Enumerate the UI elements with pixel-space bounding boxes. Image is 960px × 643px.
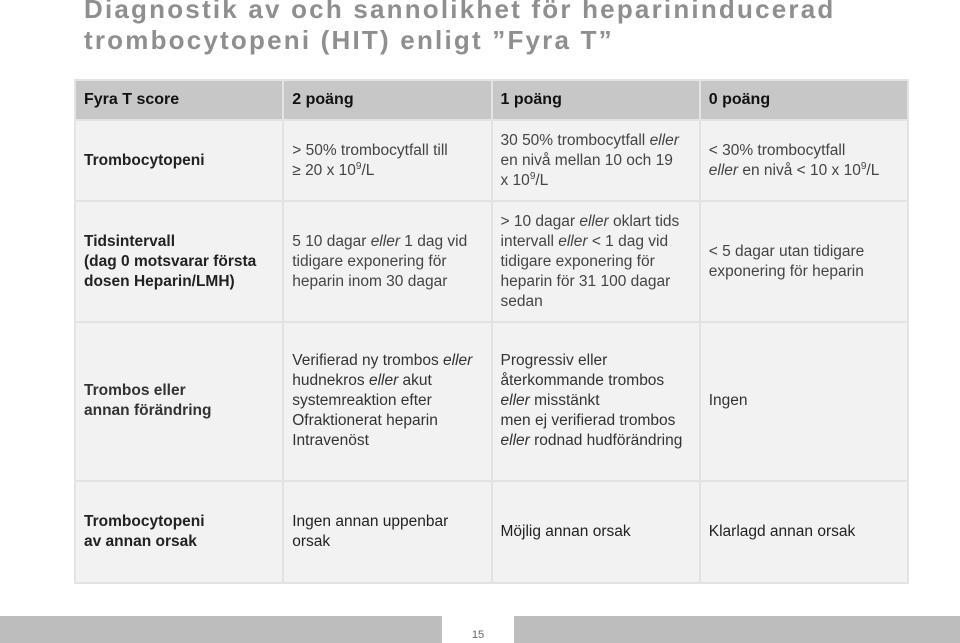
cell-0-poang: Ingen: [701, 323, 907, 480]
header-2-poang: 2 poäng: [284, 81, 490, 119]
cell-text: /L: [866, 161, 880, 179]
table-row: [76, 202, 907, 320]
cell-text-italic: eller: [500, 392, 530, 410]
cell-text: misstänkt: [529, 392, 600, 410]
row-label-trombocytopeni: Trombocytopeni: [76, 121, 282, 201]
cell-line: Ingen annan uppenbar: [292, 512, 449, 530]
cell-line: [292, 351, 482, 371]
cell-line: [501, 431, 691, 451]
cell-text: 10 dagar: [305, 232, 371, 250]
cell-text: x 10: [500, 171, 530, 189]
cell-text: en nivå < 10 x 10: [738, 161, 861, 179]
cell-line: [501, 232, 691, 252]
cell-line: tidigare exponering för: [292, 252, 447, 270]
cell-text: < 1 dag vid: [587, 232, 669, 250]
row-label-annan-orsak: [76, 482, 282, 582]
cell-text: > 10 dagar: [500, 212, 580, 230]
cell-line: < 30% trombocytfall: [708, 141, 846, 159]
header-1-poang: 1 poäng: [493, 81, 699, 119]
footer-bar: [0, 616, 960, 643]
cell-line: tidigare exponering för: [500, 252, 655, 270]
cell-line: men ej verifierad trombos: [500, 412, 676, 430]
cell-line: av annan orsak: [84, 532, 197, 550]
cell-text-italic: eller: [579, 212, 609, 230]
cell-2-poang: [284, 202, 490, 320]
cell-text: 100 dagar: [600, 272, 671, 290]
cell-line: Tidsintervall: [84, 232, 176, 250]
table-row: [76, 121, 907, 201]
page-title: Diagnostik av och sannolikhet för heparininducerad trombocytopeni (HIT) enligt ”Fyra T”: [84, 0, 836, 55]
page-number-tab: [442, 616, 514, 643]
cell-text-italic: eller: [368, 372, 399, 390]
cell-text: akut: [398, 372, 432, 390]
cell-text: 50% trombocytfall: [522, 131, 650, 149]
table-row: [76, 482, 907, 582]
cell-text-italic: eller: [708, 161, 739, 179]
cell-text: rodnad hudförändring: [529, 432, 683, 450]
cell-text: 1 dag vid: [399, 232, 468, 250]
cell-line: Progressiv eller: [500, 352, 608, 370]
cell-line: Ofraktionerat heparin: [292, 412, 438, 430]
cell-line: [501, 131, 691, 151]
cell-line: [709, 161, 899, 181]
row-label-trombos: [76, 323, 282, 480]
cell-line: Trombos eller: [84, 382, 186, 400]
cell-line: orsak: [292, 532, 331, 550]
cell-line: [501, 391, 691, 411]
cell-line: [292, 232, 482, 252]
superscript: 9: [529, 170, 536, 182]
table-header-row: [76, 81, 907, 119]
table-row: [76, 323, 907, 480]
header-fyra-t-score: Fyra T score: [76, 81, 282, 119]
row-label-tidsintervall: [76, 202, 282, 320]
cell-line: heparin inom 30 dagar: [292, 272, 448, 290]
cell-2-poang: [284, 121, 490, 201]
cell-line: (dag 0 motsvarar första: [84, 252, 257, 270]
cell-1-poang: [493, 323, 699, 480]
cell-text-italic: eller: [370, 232, 400, 250]
cell-line: exponering för heparin: [708, 262, 864, 280]
cell-text: 5: [292, 232, 301, 250]
cell-0-poang: Klarlagd annan orsak: [701, 482, 907, 582]
cell-line: [292, 371, 482, 391]
cell-0-poang: [701, 121, 907, 201]
cell-line: [292, 161, 482, 181]
cell-text: heparin för 31: [500, 272, 597, 290]
cell-text: Verifierad ny trombos: [292, 352, 444, 370]
cell-line: [501, 212, 691, 232]
cell-0-poang: [701, 202, 907, 320]
cell-text: /L: [361, 161, 375, 179]
cell-line: Intravenöst: [292, 432, 369, 450]
cell-text-italic: eller: [558, 232, 588, 250]
cell-line: återkommande trombos: [500, 372, 665, 390]
cell-text: ≥ 20 x 10: [292, 161, 356, 179]
cell-line: en nivå mellan 10 och 19: [500, 151, 673, 169]
cell-1-poang: [493, 202, 699, 320]
fyra-t-score-table: [74, 79, 909, 584]
header-0-poang: 0 poäng: [701, 81, 907, 119]
cell-line: < 5 dagar utan tidigare: [708, 242, 865, 260]
superscript: 9: [355, 160, 362, 172]
cell-line: Trombocytopeni: [84, 512, 205, 530]
cell-1-poang: Möjlig annan orsak: [493, 482, 699, 582]
cell-text-italic: eller: [443, 352, 473, 370]
page-number: 15: [471, 629, 485, 641]
cell-text-italic: eller: [500, 432, 530, 450]
cell-line: [501, 272, 691, 292]
cell-text: oklart tids: [608, 212, 680, 230]
cell-line: [501, 171, 691, 191]
cell-text: 30: [500, 131, 518, 149]
cell-1-poang: [493, 121, 699, 201]
cell-text: /L: [535, 171, 549, 189]
cell-text: hudnekros: [292, 372, 369, 390]
cell-text-italic: eller: [649, 131, 679, 149]
cell-line: sedan: [500, 292, 543, 310]
cell-line: annan förändring: [84, 402, 212, 420]
cell-2-poang: [284, 482, 490, 582]
cell-line: dosen Heparin/LMH): [84, 272, 235, 290]
cell-2-poang: [284, 323, 490, 480]
superscript: 9: [860, 160, 867, 172]
cell-text: intervall: [500, 232, 559, 250]
cell-line: systemreaktion efter: [292, 392, 432, 410]
cell-line: > 50% trombocytfall till: [292, 141, 448, 159]
